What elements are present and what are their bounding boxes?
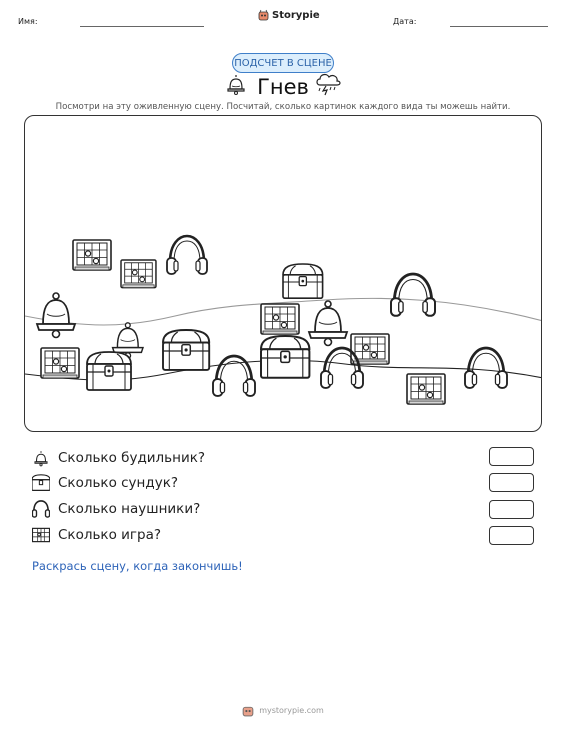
chest-3 (283, 264, 323, 298)
question-text: Сколько наушники? (58, 501, 201, 517)
bell-1 (37, 293, 75, 338)
date-line[interactable] (450, 26, 548, 27)
answer-box-bells[interactable] (489, 447, 534, 466)
bell-icon (32, 448, 50, 468)
board-game-2 (121, 260, 156, 288)
board-game-6 (407, 374, 445, 404)
answer-box-headphones[interactable] (489, 500, 534, 519)
question-text: Сколько игра? (58, 527, 162, 543)
treasure-chest-icon (32, 474, 50, 492)
board-game-icon (32, 527, 50, 543)
question-text: Сколько сундук? (58, 475, 179, 491)
chest-1 (163, 330, 209, 370)
footer-url[interactable]: mystorypie.com (259, 706, 324, 715)
name-label: Имя: (18, 17, 38, 26)
chest-4 (261, 336, 309, 378)
headphones-2 (391, 274, 435, 316)
instructions: Посмотри на эту оживленную сцену. Посчитай, сколько картинок каждого вида ты можешь найти. (55, 102, 511, 112)
chest-2 (87, 352, 131, 390)
question-games (32, 527, 161, 543)
date-label: Дата: (393, 17, 417, 26)
brand-name: Storypie (272, 9, 320, 21)
storm-cloud-icon (314, 71, 342, 97)
storypie-logo-icon (258, 9, 269, 21)
activity-badge: ПОДСЧЕТ В СЦЕНЕ (232, 53, 334, 73)
board-game-3 (261, 304, 299, 334)
headphones-1 (167, 236, 207, 274)
answer-box-games[interactable] (489, 526, 534, 545)
headphones-5 (465, 348, 507, 388)
answer-box-chests[interactable] (489, 473, 534, 492)
page-title: Гнев (257, 75, 309, 99)
scene-illustration (25, 116, 542, 432)
question-chests (32, 474, 178, 492)
question-bells (32, 448, 205, 468)
footer (0, 704, 566, 717)
headphones-icon (32, 500, 50, 518)
question-headphones (32, 500, 200, 518)
board-game-1 (73, 240, 111, 270)
name-line[interactable] (80, 26, 204, 27)
storypie-logo-icon (242, 704, 254, 717)
scene-area[interactable] (24, 115, 542, 432)
color-instruction: Раскрась сцену, когда закончишь! (32, 559, 243, 573)
board-game-4 (41, 348, 79, 378)
bell-3 (309, 301, 347, 346)
question-text: Сколько будильник? (58, 450, 206, 466)
brand-logo (258, 9, 320, 21)
